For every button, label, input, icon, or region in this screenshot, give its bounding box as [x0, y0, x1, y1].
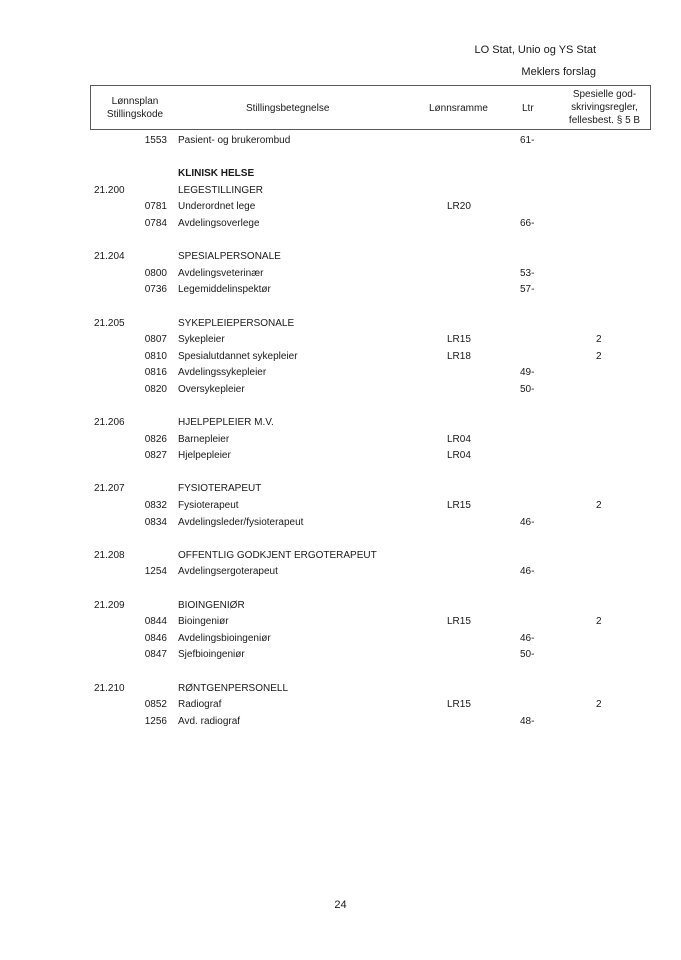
table-row — [0, 647, 681, 664]
table-row — [0, 382, 681, 399]
table-row — [0, 133, 681, 150]
column-header-spes-line-2: skrivingsregler, — [571, 102, 638, 113]
column-header-spesielle-regler — [557, 88, 652, 127]
table-row — [0, 498, 681, 515]
cell-stillingskode: 1254 — [144, 566, 167, 578]
cell-stillingskode: 0827 — [144, 450, 167, 462]
cell-stillingsbetegnelse: Avdelingsveterinær — [178, 267, 264, 279]
table-row — [0, 332, 681, 349]
table-row — [0, 183, 681, 200]
cell-stillingskode: 0846 — [144, 632, 167, 644]
cell-stillingsbetegnelse: FYSIOTERAPEUT — [178, 483, 262, 495]
cell-stillingsbetegnelse: Legemiddelinspektør — [178, 284, 271, 296]
cell-stillingskode: 1553 — [144, 135, 167, 146]
table-spacer-row — [0, 299, 681, 316]
cell-ltr: 50- — [520, 649, 535, 661]
cell-stillingsbetegnelse: Avd. radiograf — [178, 715, 241, 727]
table-row — [0, 614, 681, 631]
cell-stillingsbetegnelse: Radiograf — [178, 699, 222, 711]
cell-stillingskode: 0800 — [144, 267, 167, 279]
cell-stillingsbetegnelse: Spesialutdannet sykepleier — [178, 350, 298, 362]
table-row — [0, 481, 681, 498]
cell-stillingsbetegnelse: Fysioterapeut — [178, 500, 239, 512]
cell-lonnsplan: 21.207 — [94, 483, 125, 495]
cell-stillingskode: 0847 — [144, 649, 167, 661]
cell-lonnsplan: 21.204 — [94, 251, 125, 263]
column-header-ltr: Ltr — [522, 103, 534, 114]
cell-ltr: 66- — [520, 217, 535, 229]
column-header-lonnsplan — [91, 95, 179, 121]
cell-spesielle-regler: 2 — [596, 350, 602, 362]
cell-ltr: 61- — [520, 135, 535, 146]
cell-stillingsbetegnelse: Underordnet lege — [178, 201, 256, 213]
table-row — [0, 681, 681, 698]
table-spacer-row — [0, 581, 681, 598]
table-spacer-row — [0, 531, 681, 548]
table-row — [0, 249, 681, 266]
cell-stillingskode: 0784 — [144, 217, 167, 229]
cell-stillingsbetegnelse: RØNTGENPERSONELL — [178, 682, 289, 694]
cell-stillingsbetegnelse: Barnepleier — [178, 433, 230, 445]
cell-stillingskode: 0826 — [144, 433, 167, 445]
cell-stillingsbetegnelse: Bioingeniør — [178, 616, 229, 628]
cell-lonnsplan: 21.206 — [94, 417, 125, 429]
cell-lonnsramme: LR18 — [447, 350, 471, 362]
table-row — [0, 349, 681, 366]
cell-lonnsplan: 21.208 — [94, 549, 125, 561]
cell-stillingsbetegnelse: Avdelingsleder/fysioterapeut — [178, 516, 304, 528]
header-parties: LO Stat, Unio og YS Stat — [474, 44, 596, 56]
header-proposal: Meklers forslag — [521, 66, 596, 78]
cell-stillingskode: 0832 — [144, 500, 167, 512]
cell-stillingskode: 1256 — [144, 715, 167, 727]
cell-ltr: 46- — [520, 632, 535, 644]
table-row — [0, 564, 681, 581]
table-spacer-row — [0, 233, 681, 250]
cell-stillingskode: 0736 — [144, 284, 167, 296]
table-row — [0, 515, 681, 532]
cell-ltr: 48- — [520, 715, 535, 727]
cell-ltr: 49- — [520, 367, 535, 379]
cell-stillingsbetegnelse: Avdelingssykepleier — [178, 367, 267, 379]
table-row — [0, 448, 681, 465]
table-row — [0, 548, 681, 565]
column-header-lonnsplan-label: Lønnsplan — [111, 96, 159, 107]
cell-stillingsbetegnelse: HJELPEPLEIER M.V. — [178, 417, 274, 429]
cell-stillingskode: 0844 — [144, 616, 167, 628]
cell-stillingsbetegnelse: Oversykepleier — [178, 383, 245, 395]
cell-lonnsramme: LR15 — [447, 616, 471, 628]
column-header-spes-line-1: Spesielle god- — [572, 89, 637, 100]
cell-stillingsbetegnelse: SYKEPLEIEPERSONALE — [178, 317, 295, 329]
cell-lonnsplan: 21.200 — [94, 184, 125, 196]
table-row — [0, 166, 681, 183]
cell-stillingsbetegnelse: Sykepleier — [178, 334, 225, 346]
table-row — [0, 432, 681, 449]
table-header — [90, 85, 651, 130]
cell-lonnsramme: LR04 — [447, 450, 471, 462]
cell-stillingskode: 0820 — [144, 383, 167, 395]
table-spacer-row — [0, 399, 681, 416]
cell-stillingskode: 0852 — [144, 699, 167, 711]
cell-ltr: 57- — [520, 284, 535, 296]
table-row — [0, 631, 681, 648]
cell-stillingsbetegnelse: Avdelingsbioingeniør — [178, 632, 271, 644]
column-header-stillingsbetegnelse: Stillingsbetegnelse — [246, 103, 330, 114]
page-number: 24 — [334, 899, 347, 911]
table-row — [0, 282, 681, 299]
table-row — [0, 199, 681, 216]
cell-lonnsramme: LR04 — [447, 433, 471, 445]
table-spacer-row — [0, 150, 681, 167]
cell-stillingsbetegnelse: OFFENTLIG GODKJENT ERGOTERAPEUT — [178, 549, 377, 561]
cell-stillingsbetegnelse: Sjefbioingeniør — [178, 649, 245, 661]
table-row — [0, 697, 681, 714]
cell-stillingskode: 0810 — [144, 350, 167, 362]
table-row — [0, 316, 681, 333]
cell-lonnsplan: 21.205 — [94, 317, 125, 329]
table-row — [0, 216, 681, 233]
table-row — [0, 266, 681, 283]
table-spacer-row — [0, 465, 681, 482]
cell-stillingskode: 0816 — [144, 367, 167, 379]
cell-ltr: 46- — [520, 516, 535, 528]
cell-lonnsramme: LR15 — [447, 334, 471, 346]
column-header-spes-line-3: fellesbest. § 5 B — [568, 115, 641, 126]
cell-ltr: 53- — [520, 267, 535, 279]
cell-lonnsramme: LR15 — [447, 500, 471, 512]
cell-stillingskode: 0834 — [144, 516, 167, 528]
table-spacer-row — [0, 664, 681, 681]
cell-lonnsplan: 21.209 — [94, 599, 125, 611]
cell-stillingsbetegnelse: Avdelingsoverlege — [178, 217, 260, 229]
cell-ltr: 46- — [520, 566, 535, 578]
cell-spesielle-regler: 2 — [596, 699, 602, 711]
table-body — [0, 133, 681, 730]
cell-stillingsbetegnelse: BIOINGENIØR — [178, 599, 245, 611]
cell-stillingsbetegnelse: SPESIALPERSONALE — [178, 251, 281, 263]
cell-stillingsbetegnelse: KLINISK HELSE — [178, 168, 255, 180]
table-row — [0, 365, 681, 382]
cell-ltr: 50- — [520, 383, 535, 395]
cell-stillingsbetegnelse: Avdelingsergoterapeut — [178, 566, 278, 578]
column-header-stillingskode-label: Stillingskode — [106, 109, 164, 120]
cell-stillingsbetegnelse: LEGESTILLINGER — [178, 184, 264, 196]
cell-spesielle-regler: 2 — [596, 500, 602, 512]
cell-lonnsplan: 21.210 — [94, 682, 125, 694]
cell-spesielle-regler: 2 — [596, 616, 602, 628]
table-row — [0, 598, 681, 615]
table-row — [0, 415, 681, 432]
column-header-lonnsramme: Lønnsramme — [429, 103, 488, 114]
cell-lonnsramme: LR20 — [447, 201, 471, 213]
cell-stillingsbetegnelse: Hjelpepleier — [178, 450, 231, 462]
cell-lonnsramme: LR15 — [447, 699, 471, 711]
cell-stillingsbetegnelse: Pasient- og brukerombud — [178, 135, 291, 146]
table-row — [0, 714, 681, 731]
cell-stillingskode: 0781 — [144, 201, 167, 213]
cell-spesielle-regler: 2 — [596, 334, 602, 346]
cell-stillingskode: 0807 — [144, 334, 167, 346]
